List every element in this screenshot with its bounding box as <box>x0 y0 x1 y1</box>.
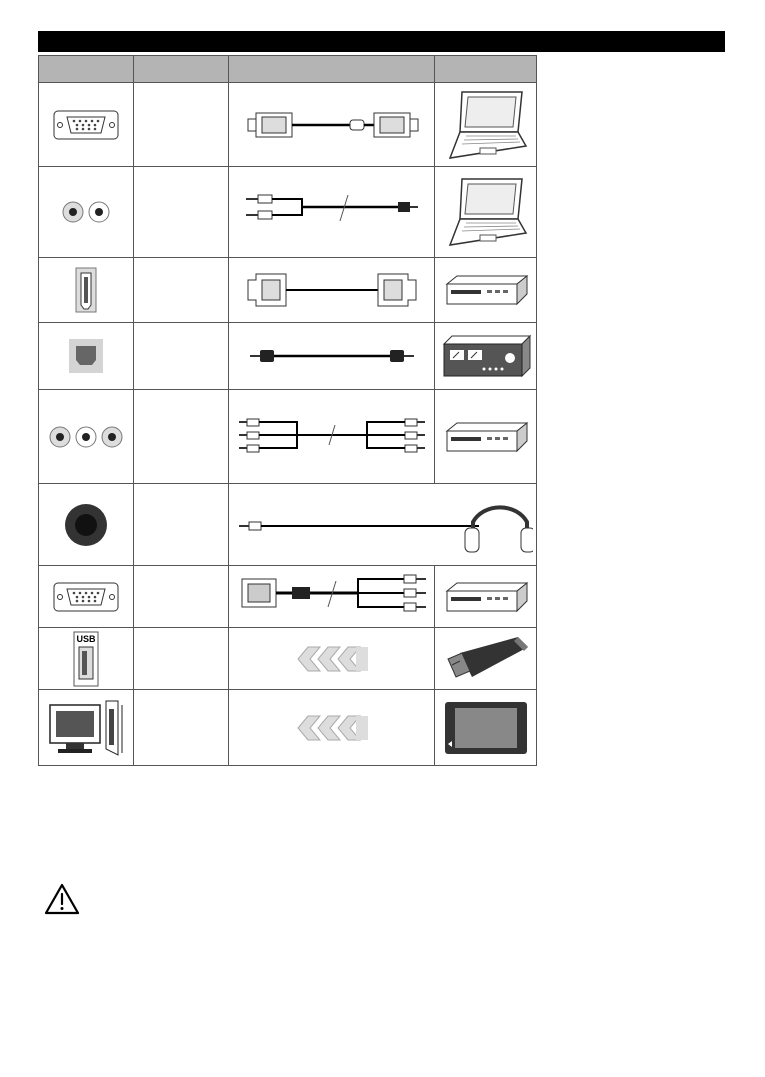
usb-stick-icon <box>435 628 537 690</box>
type-cell <box>134 690 229 766</box>
table-row <box>39 566 537 628</box>
rca-port-icon <box>39 390 134 484</box>
table-row <box>39 258 537 323</box>
type-cell <box>134 258 229 323</box>
amplifier-icon <box>435 323 537 390</box>
type-cell <box>134 628 229 690</box>
section-title-bar <box>38 31 725 52</box>
tv-back-icon <box>39 690 134 766</box>
type-cell <box>134 83 229 167</box>
player-icon <box>435 566 537 628</box>
vga-port-icon <box>39 83 134 167</box>
type-cell <box>134 390 229 484</box>
player-icon <box>435 390 537 484</box>
header-device <box>435 56 537 83</box>
header-connector <box>39 56 134 83</box>
table-row <box>39 323 537 390</box>
laptop-icon <box>435 167 537 258</box>
type-cell <box>134 323 229 390</box>
header-type <box>134 56 229 83</box>
ci-module-icon <box>435 690 537 766</box>
warning-icon <box>44 883 80 920</box>
usb-port-icon <box>39 628 134 690</box>
audio-cable-icon <box>229 167 435 258</box>
type-cell <box>134 484 229 566</box>
headphone-jack-icon <box>39 484 134 566</box>
header-cables <box>229 56 435 83</box>
table-row <box>39 83 537 167</box>
audio-in-port-icon <box>39 167 134 258</box>
player-icon <box>435 258 537 323</box>
table-row <box>39 484 537 566</box>
usb-label: USB <box>76 633 96 644</box>
optical-cable-icon <box>229 323 435 390</box>
vga-to-rca-cable-icon <box>229 566 435 628</box>
hdmi-cable-icon <box>229 258 435 323</box>
table-header-row <box>39 56 537 83</box>
table-row <box>39 628 537 690</box>
table-row <box>39 167 537 258</box>
hdmi-port-icon <box>39 258 134 323</box>
connections-table <box>38 55 537 766</box>
rca-cable-icon <box>229 390 435 484</box>
table-row <box>39 690 537 766</box>
type-cell <box>134 167 229 258</box>
type-cell <box>134 566 229 628</box>
laptop-icon <box>435 83 537 167</box>
headphones-icon <box>233 492 533 558</box>
optical-port-icon <box>39 323 134 390</box>
vga-cable-icon <box>229 83 435 167</box>
insert-arrows-icon <box>229 690 435 766</box>
table-row <box>39 390 537 484</box>
headphone-cable-icon <box>229 484 537 566</box>
insert-arrows-icon <box>229 628 435 690</box>
vga-port-icon <box>39 566 134 628</box>
